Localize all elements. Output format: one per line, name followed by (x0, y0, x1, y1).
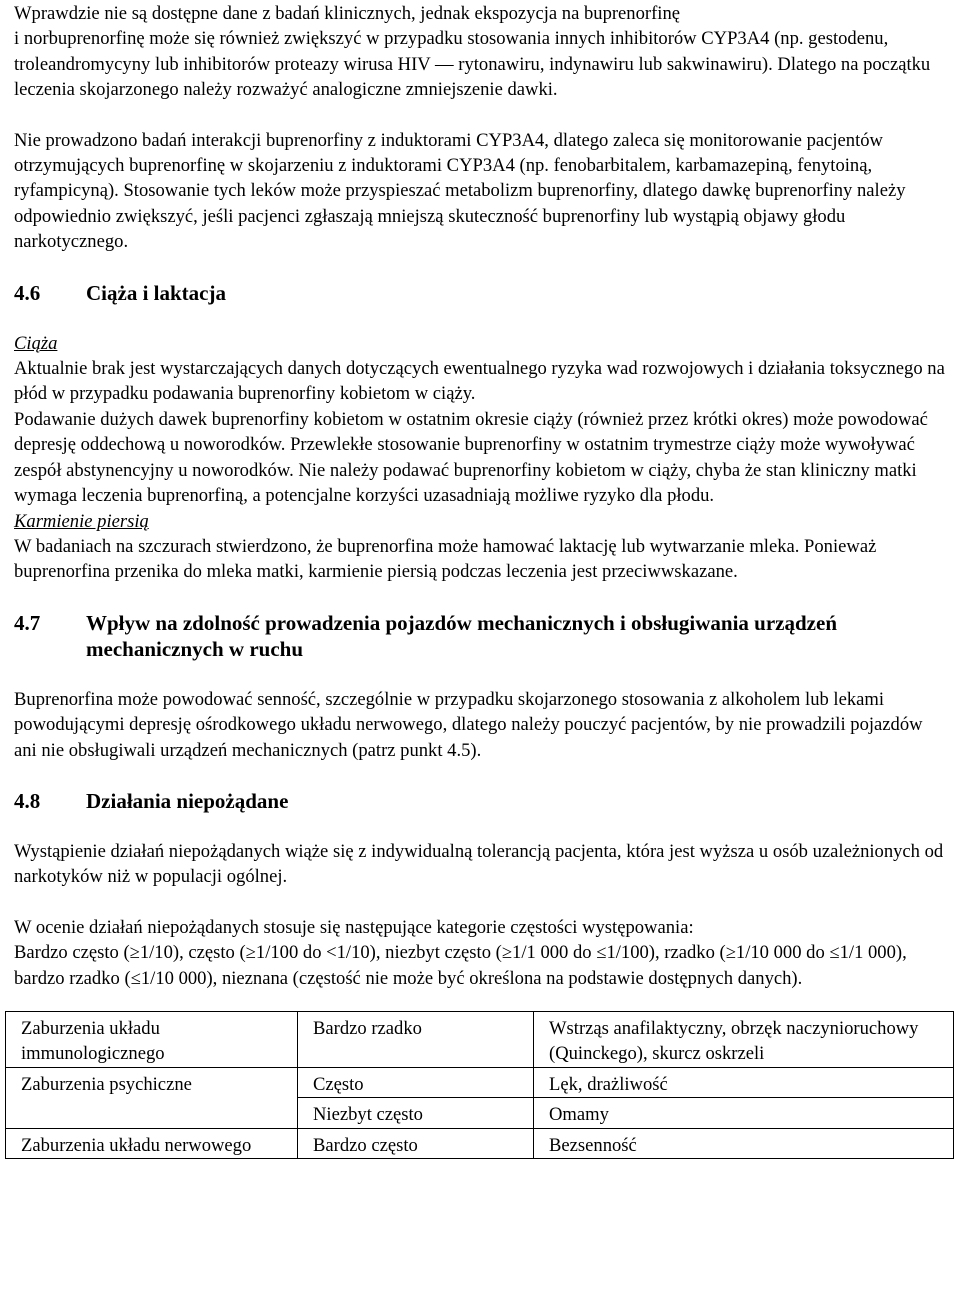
paragraph-pregnancy-risks: Podawanie dużych dawek buprenorfiny kobietom w ostatnim okresie ciąży (również przez krótki okres) może powodować depresję oddechową u noworodków. Przewlekłe stosowanie buprenorfiny w ostatnim trymestrze ciąży może wywoływać zespół abstynencyjny u noworodków. Nie należy podawać buprenorfiny kobietom w ciąży, chyba że stan kliniczny matki wymaga leczenia buprenorfiną, a potencjalne korzyści uzasadniają możliwe ryzyko dla płodu. (14, 408, 928, 507)
paragraph-breastfeeding: W badaniach na szczurach stwierdzono, że buprenorfina może hamować laktację lub wytwarzanie mleka. Ponieważ buprenorfina przenika do mleka matki, karmienie piersią podczas leczenia jest przeciwwskazane. (14, 535, 877, 583)
section-title: Wpływ na zdolność prowadzenia pojazdów mechanicznych i obsługiwania urządzeń mechanicznych w ruchu (86, 610, 838, 661)
section-heading-4-8 (14, 788, 946, 814)
table-cell-frequency: Bardzo rzadko (298, 1011, 534, 1067)
paragraph-cyp3a4-inducers: Nie prowadzono badań interakcji buprenorfiny z induktorami CYP3A4, dlatego zaleca się monitorowanie pacjentów otrzymujących buprenorfinę w skojarzeniu z induktorami CYP3A4 (np. fenobarbitalem, karbamazepiną, fenytoiną, ryfampicyną). Stosowanie tych leków może przyspieszać metabolizm buprenorfiny, dlatego dawkę buprenorfiny należy odpowiednio zwiększyć, jeśli pacjenci zgłaszają mniejszą skuteczność buprenorfiny lub wystąpią objawy głodu narkotycznego. (14, 129, 906, 253)
table-row (6, 1128, 954, 1158)
table-cell-frequency: Niezbyt często (298, 1098, 534, 1128)
subheading-breastfeeding: Karmienie piersią (14, 510, 149, 532)
table-cell-effect: Wstrząs anafilaktyczny, obrzęk naczynioruchowy (Quinckego), skurcz oskrzeli (534, 1011, 954, 1067)
table-cell-effect: Omamy (534, 1098, 954, 1128)
paragraph-pregnancy-data: Aktualnie brak jest wystarczających danych dotyczących ewentualnego ryzyka wad rozwojowych i działania toksycznego na płód w przypadku podawania buprenorfiny kobietom w ciąży. (14, 358, 945, 405)
section-number: 4.6 (14, 280, 41, 305)
section-number: 4.7 (14, 610, 41, 635)
paragraph-driving: Buprenorfina może powodować senność, szczególnie w przypadku skojarzonego stosowania z alkoholem lub lekami powodującymi depresję ośrodkowego układu nerwowego, dlatego należy pouczyć pacjentów, by nie prowadzili pojazdów ani nie obsługiwali urządzeń mechanicznych (patrz punkt 4.5). (14, 688, 923, 761)
table-row (6, 1067, 954, 1097)
subheading-pregnancy: Ciąża (14, 332, 58, 354)
table-cell-effect: Lęk, drażliwość (534, 1067, 954, 1097)
section-title: Ciąża i laktacja (86, 280, 226, 305)
paragraph-cyp3a4-inhibitors-first-line: Wprawdzie nie są dostępne dane z badań klinicznych, jednak ekspozycja na buprenorfinę (14, 3, 680, 24)
table-cell-organ: Zaburzenia psychiczne (6, 1067, 298, 1128)
table-cell-frequency: Często (298, 1067, 534, 1097)
adverse-effects-table (5, 1011, 954, 1159)
paragraph-frequency-intro: W ocenie działań niepożądanych stosuje się następujące kategorie częstości występowania: (14, 916, 694, 938)
section-number: 4.8 (14, 788, 41, 813)
section-title: Działania niepożądane (86, 788, 289, 813)
table-cell-effect: Bezsenność (534, 1128, 954, 1158)
table-cell-organ: Zaburzenia układu nerwowego (6, 1128, 298, 1158)
table-row (6, 1011, 954, 1067)
table-cell-organ: Zaburzenia układu immunologicznego (6, 1011, 298, 1067)
table-cell-frequency: Bardzo często (298, 1128, 534, 1158)
paragraph-frequency-categories: Bardzo często (≥1/10), często (≥1/100 do <1/10), niezbyt często (≥1/1 000 do ≤1/100), rzadko (≥1/10 000 do ≤1/1 000), bardzo rzadko (≤1/10 000), nieznana (częstość nie może być określona na podstawie dostępnych danych). (14, 942, 907, 989)
section-heading-4-6 (14, 280, 946, 306)
paragraph-adverse-tolerance: Wystąpienie działań niepożądanych wiąże się z indywidualną tolerancją pacjenta, która jest wyższa u osób uzależnionych od narkotyków niż w populacji ogólnej. (14, 840, 944, 888)
paragraph-cyp3a4-inhibitors: i norbuprenorfinę może się również zwiększyć w przypadku stosowania innych inhibitorów CYP3A4 (np. gestodenu, troleandromycyny lub inhibitorów proteazy wirusa HIV — rytonawiru, indynawiru lub sakwinawiru). Dlatego na początku leczenia skojarzonego należy rozważyć analogiczne zmniejszenie dawki. (14, 28, 931, 101)
section-heading-4-7 (14, 610, 946, 662)
